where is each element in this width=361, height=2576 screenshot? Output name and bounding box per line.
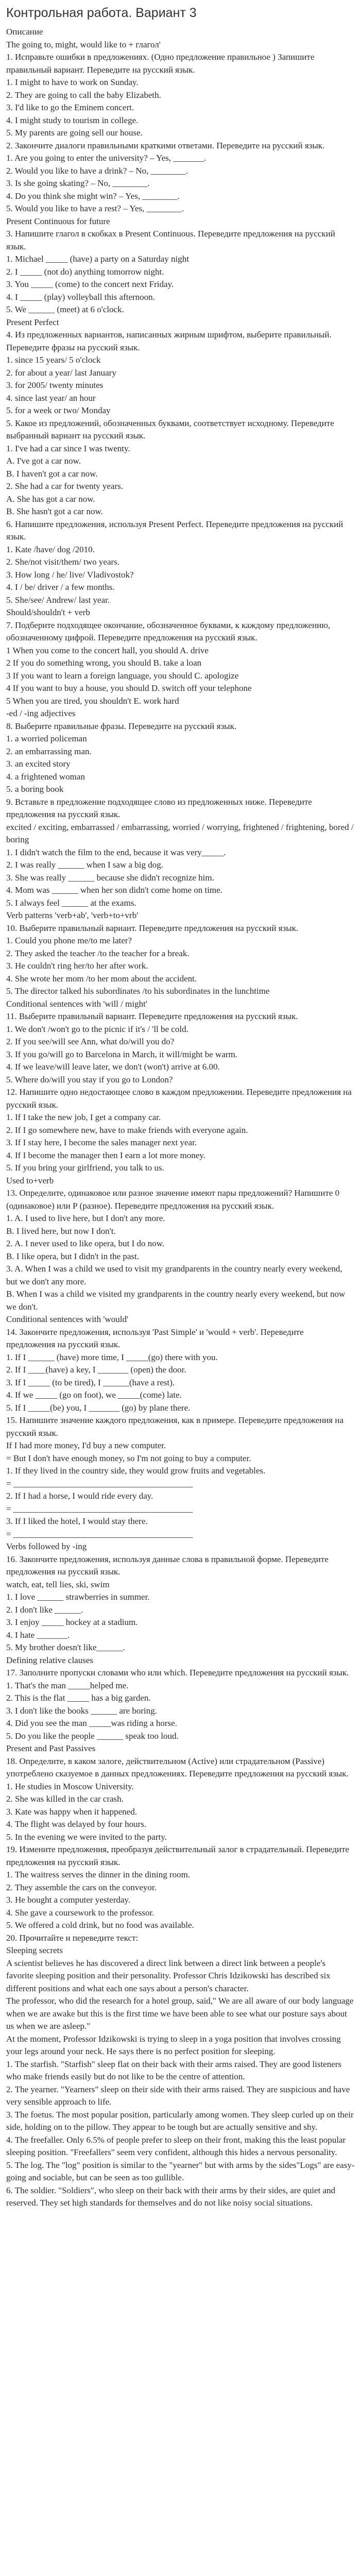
document-line: Present Perfect <box>6 317 59 327</box>
document-line: Описание <box>6 27 43 37</box>
document-line: 3 If you want to learn a foreign language, you should C. apologize <box>6 670 239 681</box>
document-line: 1. I might to have to work on Sunday. <box>6 77 139 87</box>
document-line: 20. Прочитайте и переведите текст: <box>6 1933 139 1943</box>
document-line: 3. She was really ______ because she didn't recognize him. <box>6 872 214 883</box>
document-line: 2. I don't like ______. <box>6 1604 83 1615</box>
document-line: 2. She/not visit/them/ two years. <box>6 557 120 567</box>
document-line: 5. My parents are going sell our house. <box>6 128 143 138</box>
document-line: 5. a boring book <box>6 784 64 794</box>
document-line: 4. She gave a coursework to the professor. <box>6 1907 154 1918</box>
document-line: watch, eat, tell lies, ski, swim <box>6 1579 110 1589</box>
document-line: 15. Напишите значение каждого предложения, как в примере. Переведите предложения на русский язык. <box>6 1415 343 1438</box>
document-line: At the moment, Professor Idzikowski is trying to sleep in a yoga position that involves crossing your legs around your neck. He says there is no perfect position for sleeping. <box>6 2033 341 2056</box>
document-line: 2. She had a car for twenty years. <box>6 481 124 491</box>
document-line: 3. How long / he/ live/ Vladivostok? <box>6 569 134 580</box>
document-line: The professor, who did the research for a hotel group, said," We are all aware of our body language when we are awake but this is the first time we have been able to see what our posture says about us when we are asleep." <box>6 1996 354 2031</box>
document-line: 2. If you see/will see Ann, what do/will you do? <box>6 1037 175 1046</box>
document-line: Defining relative clauses <box>6 1655 93 1665</box>
document-line: Verbs followed by -ing <box>6 1541 87 1551</box>
document-line: 4. Did you see the man _____was riding a horse. <box>6 1718 177 1728</box>
document-line: 1. If I take the new job, I get a company car. <box>6 1112 161 1122</box>
document-line: 18. Определите, в каком залоге, действительном (Active) или страдательном (Passive) употреблено сказуемое в данных предложениях. Переведите предложения на русский язык. <box>6 1756 349 1778</box>
document-line: 1. If I ______ (have) more time, I _____(go) there with you. <box>6 1352 218 1362</box>
document-line: 2 If you do something wrong, you should B. take a loan <box>6 658 202 668</box>
document-line: 3. Напишите глагол в скобках в Present Continuous. Переведите предложения на русский язык. <box>6 229 335 251</box>
document-line: 3. I don't like the books ______ are boring. <box>6 1705 157 1716</box>
document-line: 3. Is she going skating? – No, ________. <box>6 178 150 188</box>
document-line: 1. We don't /won't go to the picnic if it's / 'll be cold. <box>6 1024 188 1034</box>
document-line: 8. Выберите правильные фразы. Переведите на русский язык. <box>6 721 237 731</box>
document-line: Present and Past Passives <box>6 1743 96 1753</box>
document-line: 13. Определите, одинаковое или разное значение имеют пары предложений? Напишите 0 (одинаковое) или Р (разное). Переведите предложения на русский язык. <box>6 1188 340 1211</box>
document-line: 5. If I _____(be) you, I _______ (go) by plane there. <box>6 1402 191 1413</box>
document-line: excited / exciting, embarrassed / embarrassing, worried / worrying, frightened / frightening, bored / boring <box>6 822 354 844</box>
document-line: 5. for a week or two/ Monday <box>6 405 111 415</box>
document-line: 5. Where do/will you stay if you go to London? <box>6 1074 173 1084</box>
document-line: The going to, might, would like to + глагол' <box>6 39 161 49</box>
document-line: Conditional sentences with 'will / might' <box>6 998 147 1009</box>
document-line: 4 If you want to buy a house, you should D. switch off your telephone <box>6 683 252 693</box>
document-line: 3. an excited story <box>6 759 71 769</box>
document-line: 4. If I become the manager then I earn a lot more money. <box>6 1150 205 1160</box>
document-line: B. I like opera, but I didn't in the past. <box>6 1251 140 1261</box>
document-line: 3. I enjoy _____ hockey at a stadium. <box>6 1617 138 1627</box>
document-line: B. I lived here, but now I don't. <box>6 1226 116 1236</box>
document-line: 1 When you come to the concert hall, you should A. drive <box>6 645 209 655</box>
document-line: 5. The director talked his subordinates /to his subordinates in the lunchtime <box>6 986 270 996</box>
document-line: = _________________________________________ <box>6 1478 193 1488</box>
document-line: B. When I was a child we visited my grandparents in the country nearly every weekend, but now we don't. <box>6 1289 346 1312</box>
document-line: 14. Закончите предложения, используя 'Past Simple' и 'would + verb'. Переведите предложения на русский язык. <box>6 1327 304 1349</box>
document-line: 5. Do you like the people ______ speak too loud. <box>6 1731 179 1741</box>
document-line: B. I haven't got a car now. <box>6 468 98 479</box>
document-line: 2. I was really ______ when I saw a big dog. <box>6 860 163 870</box>
document-line: 4. Из предложенных вариантов, написанных жирным шрифтом, выберите правильный. Переведите фразы на русский язык. <box>6 330 332 352</box>
document-line: 3. He couldn't ring her/to her after work. <box>6 961 148 971</box>
document-line: 3. He bought a computer yesterday. <box>6 1895 131 1905</box>
document-body <box>6 26 355 2210</box>
document-line: 5. She/see/ Andrew/ last year. <box>6 595 110 605</box>
document-line: 4. I _____ (play) volleyball this afternoon. <box>6 292 155 302</box>
document-line: 3. The foetus. The most popular position, particularly among women. They sleep curled up on their side, holding on to the pillow. They appear to be tough but are actually sensitive and shy. <box>6 2109 354 2132</box>
document-line: 3. If I _____ (to be tired), I ______(have a rest). <box>6 1377 175 1387</box>
document-line: 4. She wrote her mom /to her mom about the accident. <box>6 973 197 984</box>
document-line: 5. We offered a cold drink, but no food was available. <box>6 1920 194 1930</box>
document-line: 5. In the evening we were invited to the party. <box>6 1832 167 1842</box>
document-line: 4. I / be/ driver / a few months. <box>6 582 115 592</box>
document-line: B. She hasn't got a car now. <box>6 506 103 516</box>
document-line: 1. Kate /have/ dog /2010. <box>6 544 95 554</box>
document-line: 1. The waitress serves the dinner in the dining room. <box>6 1870 191 1879</box>
document-line: 4. If we _____ (go on foot), we _____(come) late. <box>6 1390 182 1400</box>
document-line: 4. The flight was delayed by four hours. <box>6 1819 147 1829</box>
document-line: -ed / -ing adjectives <box>6 708 76 718</box>
document-line: 12. Напишите одно недостающее слово в каждом предложении. Переведите предложения на русский язык. <box>6 1087 352 1110</box>
document-line: Present Continuous for future <box>6 216 110 226</box>
document-line: 2. an embarrassing man. <box>6 746 92 756</box>
document-line: 2. She was killed in the car crash. <box>6 1794 124 1804</box>
document-line: 1. I've had a car since I was twenty. <box>6 443 130 453</box>
document-line: A. She has got a car now. <box>6 494 95 504</box>
document-line: 1. That's the man _____helped me. <box>6 1680 129 1690</box>
document-line: 2. If I ____(have) a key, I _______ (open) the door. <box>6 1365 186 1375</box>
document-line: 1. A. I used to live here, but I don't any more. <box>6 1213 165 1223</box>
document-line: 5. Would you like to have a rest? – Yes, ________. <box>6 204 184 213</box>
document-line: 3. If you go/will go to Barcelona in March, it will/might be warm. <box>6 1049 237 1059</box>
document-line: = But I don't have enough money, so I'm not going to buy a computer. <box>6 1453 251 1463</box>
document-line: 5. I always feel ______ at the exams. <box>6 897 136 908</box>
document-line: 1. I didn't watch the film to the end, because it was very_____. <box>6 847 226 857</box>
document-line: 2. The yearner. "Yearners" sleep on their side with their arms raised. They are suspicious and have very sensible approach to life. <box>6 2084 350 2107</box>
document-line: 4. a frightened woman <box>6 771 85 782</box>
document-line: Should/shouldn't + verb <box>6 607 90 617</box>
document-line: 3. If I liked the hotel, I would stay there. <box>6 1516 148 1526</box>
document-line: 3. for 2005/ twenty minutes <box>6 380 104 390</box>
document-line: If I had more money, I'd buy a new computer. <box>6 1440 166 1450</box>
document-line: 1. The starfish. "Starfish" sleep flat on their back with their arms raised. They are good listeners who make friends easily but do not like to be the centre of attention. <box>6 2059 342 2081</box>
document-line: 6. Напишите предложения, используя Present Perfect. Переведите предложения на русский язык. <box>6 519 343 541</box>
page-title: Контрольная работа. Вариант 3 <box>6 6 197 20</box>
document-line: Used to+verb <box>6 1175 54 1185</box>
document-line: 4. If we leave/will leave later, we don't (won't) arrive at 6.00. <box>6 1062 220 1072</box>
document-line: 5. My brother doesn't like______. <box>6 1642 125 1652</box>
document-line: 2. If I go somewhere new, have to make friends with everyone again. <box>6 1125 248 1135</box>
document-line: 2. Would you like to have a drink? – No, ________. <box>6 165 188 176</box>
document-line: 2. This is the flat _____ has a big garden. <box>6 1693 151 1703</box>
document-line: 9. Вставьте в предложение подходящее слово из предложенных ниже. Переведите предложения на русский язык. <box>6 796 312 819</box>
document-line: 5. We ______ (meet) at 6 o'clock. <box>6 304 124 314</box>
document-line: = _________________________________________ <box>6 1529 193 1539</box>
document-line: 11. Выберите правильный вариант. Переведите предложения на русский язык. <box>6 1011 298 1021</box>
document-line: 2. They asked the teacher /to the teacher for a break. <box>6 948 190 958</box>
document-line: 1. since 15 years/ 5 o'clock <box>6 355 101 365</box>
document-line: 3. Kate was happy when it happened. <box>6 1806 137 1817</box>
document-line: 4. The freefaller. Only 6.5% of people prefer to sleep on their front, making this the least popular sleeping position. "Freefallers" seem very confident, although this hides a nervous personality. <box>6 2134 346 2157</box>
document-line: 3. If I stay here, I become the sales manager next year. <box>6 1138 197 1147</box>
document-line: 10. Выберите правильный вариант. Переведите предложения на русский язык. <box>6 923 299 933</box>
document-line: 7. Подберите подходящее окончание, обозначенное буквами, к каждому предложению, обозначенному цифрой. Переведите предложения на русский язык. <box>6 620 331 642</box>
document-line: 4. since last year/ an hour <box>6 393 96 403</box>
document-line: 5. Какое из предложений, обозначенных буквами, соответствует исходному. Переведите выбранный вариант на русский язык. <box>6 418 334 440</box>
document-line: 2. If I had a horse, I would ride every day. <box>6 1491 153 1501</box>
document-line: 4. Do you think she might win? – Yes, ________. <box>6 191 180 201</box>
document-line: 2. I _____ (not do) anything tomorrow night. <box>6 266 164 277</box>
document-line: 1. I love ______ strawberries in summer. <box>6 1592 150 1602</box>
document-line: 1. a worried policeman <box>6 734 87 743</box>
document-line: 4. I hate _______. <box>6 1630 70 1640</box>
document-line: 1. He studies in Moscow University. <box>6 1781 134 1791</box>
document-line: = _________________________________________ <box>6 1503 193 1514</box>
document-line: Verb patterns 'verb+ab', 'verb+to+vrb' <box>6 910 139 920</box>
document-line: 5 When you are tired, you shouldn't E. work hard <box>6 696 179 706</box>
document-line: 1. Could you phone me/to me later? <box>6 936 132 945</box>
document-line: 1. Are you going to enter the university? – Yes, _______. <box>6 153 207 163</box>
document-line: 2. They are going to call the baby Elizabeth. <box>6 90 161 100</box>
document-line: 5. If you bring your girlfriend, you talk to us. <box>6 1163 164 1173</box>
document-line: 19. Измените предложения, преобразуя действительный залог в страдательный. Переведите предложения на русский язык. <box>6 1844 350 1867</box>
document-line: Conditional sentences with 'would' <box>6 1314 129 1324</box>
document-line: 2. Закончите диалоги правильными краткими ответами. Переведите на русский язык. <box>6 140 325 150</box>
document-line: 1. Исправьте ошибки в предложениях. (Одно предложение правильное ) Запишите правильный вариант. Переведите на русский язык. <box>6 52 315 75</box>
document-line: 4. I might study to tourism in college. <box>6 115 139 125</box>
document-line: 5. The log. The "log" position is similar to the "yearner" but with arms by the sides"Logs" are easy-going and sociable, but can be seen as too gullible. <box>6 2160 355 2182</box>
document-line: 6. The soldier. "Soldiers", who sleep on their back with their arms by their sides, are quiet and reserved. They set high standards for themselves and do not like noisy social situations. <box>6 2185 336 2208</box>
document-line: A scientist believes he has discovered a direct link between a direct link between a people's favorite sleeping position and their personality. Professor Chris Idzikowski has described six different positions and what each one says about a person's character. <box>6 1958 331 1993</box>
document-line: 2. They assemble the cars on the conveyor. <box>6 1882 157 1892</box>
document-line: 2. for about a year/ last January <box>6 367 116 378</box>
document-line: 1. If they lived in the country side, they would grow fruits and vegetables. <box>6 1466 266 1476</box>
document-line: A. I've got a car now. <box>6 456 81 466</box>
document-line: 3. A. When I was a child we used to visit my grandparents in the country nearly every weekend, but we don't any more. <box>6 1264 342 1286</box>
document-line: Sleeping secrets <box>6 1945 63 1955</box>
document-line: 1. Michael _____ (have) a party on a Saturday night <box>6 254 190 264</box>
document-line: 4. Mom was ______ when her son didn't come home on time. <box>6 885 222 895</box>
document-line: 3. You _____ (come) to the concert next Friday. <box>6 279 174 289</box>
document-line: 3. I'd like to go the Eminem concert. <box>6 103 134 112</box>
document-line: 2. A. I never used to like opera, but I do now. <box>6 1239 165 1248</box>
document-line: 16. Закончите предложения, используя данные слова в правильной форме. Переведите предложения на русский язык. <box>6 1554 329 1577</box>
document-line: 17. Заполните пропуски словами who или which. Переведите предложения на русский язык. <box>6 1668 349 1677</box>
